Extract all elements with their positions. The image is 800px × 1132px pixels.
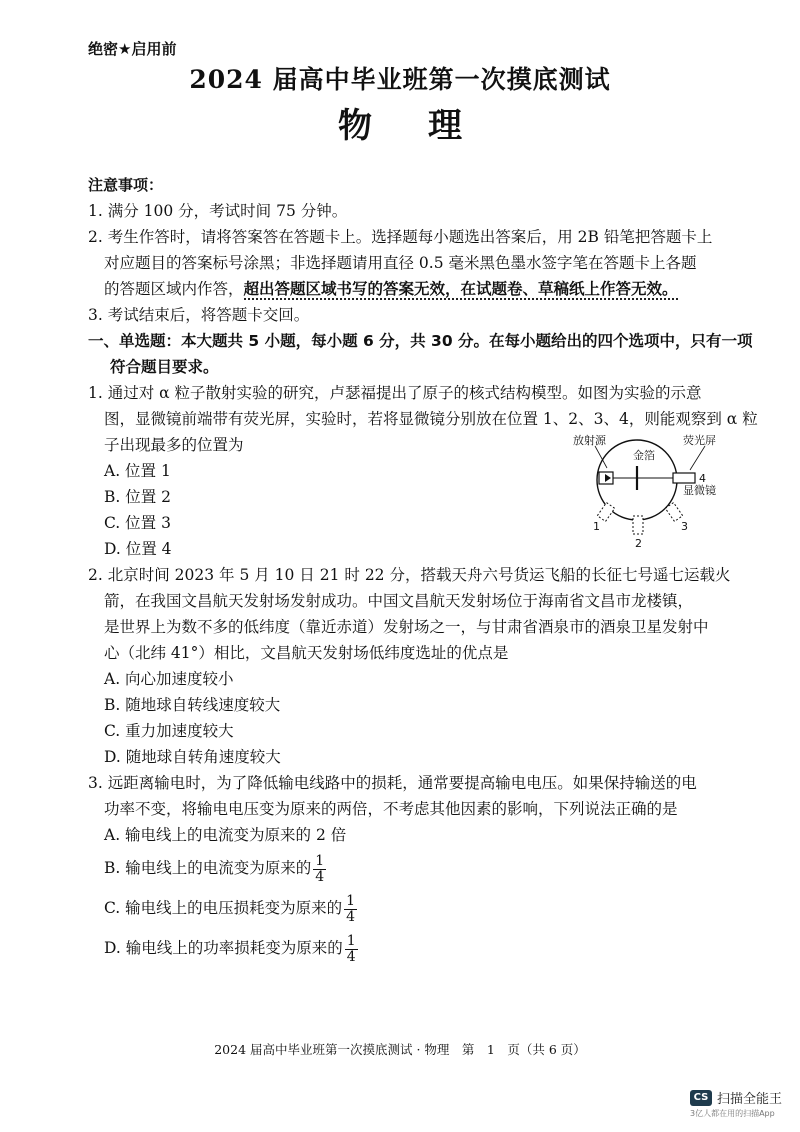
q3-option-d-fraction (345, 934, 358, 965)
q3-option-a: A. 输电线上的电流变为原来的 2 倍 (104, 826, 347, 844)
pos-4-label: 4 (699, 472, 706, 485)
section-1-line-1: 一、单选题：本大题共 5 小题，每小题 6 分，共 30 分。在每小题给出的四个选项中，只有一项 (88, 332, 753, 350)
q1-option-c: C. 位置 3 (104, 514, 171, 532)
section-1-line-2: 符合题目要求。 (110, 358, 219, 376)
notes-item-2-line-3 (88, 276, 728, 302)
q3-option-c-text: C. 输电线上的电压损耗变为原来的 (104, 899, 343, 917)
q3-option-b-text: B. 输电线上的电流变为原来的 (104, 859, 312, 877)
q1-line-3: 子出现最多的位置为 (104, 436, 244, 454)
notes-item-3: 3. 考试结束后，将答题卡交回。 (88, 306, 310, 324)
q2-option-c: C. 重力加速度较大 (104, 722, 234, 740)
q1-option-b: B. 位置 2 (104, 488, 172, 506)
fraction-denominator: 4 (315, 868, 325, 885)
scanner-app-name: 扫描全能王 (717, 1092, 783, 1107)
microscope-label: 显微镜 (683, 484, 716, 497)
subject-title: 物理 (338, 106, 518, 146)
fraction-numerator: 1 (315, 852, 325, 869)
q3-option-b (88, 848, 728, 888)
fraction-denominator: 4 (346, 948, 356, 965)
q2-line-3: 是世界上为数不多的低纬度（靠近赤道）发射场之一，与甘肃省酒泉市的酒泉卫星发射中 (104, 618, 709, 636)
q3-line-1: 3. 远距离输电时，为了降低输电线路中的损耗，通常要提高输电电压。如果保持输送的电 (88, 774, 697, 792)
fraction-denominator: 4 (346, 908, 356, 925)
q2-option-a: A. 向心加速度较小 (104, 670, 234, 688)
alpha-scattering-diagram (565, 432, 740, 557)
pos-1-label: 1 (593, 520, 600, 533)
screen-pointer (690, 446, 705, 470)
q1-option-a: A. 位置 1 (104, 462, 171, 480)
notes-item-2-line-1: 2. 考生作答时，请将答案答在答题卡上。选择题每小题选出答案后，用 2B 铅笔把答题卡上 (88, 228, 713, 246)
microscope-pos-4 (673, 473, 695, 483)
foil-label: 金箔 (633, 449, 655, 462)
source-label: 放射源 (573, 434, 606, 447)
fraction-numerator: 1 (346, 932, 356, 949)
fraction-numerator: 1 (346, 892, 356, 909)
camscanner-logo-icon: CS (690, 1090, 712, 1106)
q2-line-4: 心（北纬 41°）相比，文昌航天发射场低纬度选址的优点是 (104, 644, 509, 662)
exam-title: 2024 届高中毕业班第一次摸底测试 (189, 65, 611, 94)
screen-label: 荧光屏 (683, 434, 716, 447)
q3-option-b-fraction (313, 854, 326, 885)
q3-option-d (88, 928, 728, 968)
q3-option-c (88, 888, 728, 928)
q2-line-1: 2. 北京时间 2023 年 5 月 10 日 21 时 22 分，搭载天舟六号货运飞船的长征七号遥七运载火 (88, 566, 731, 584)
page-content (88, 172, 758, 968)
q3-line-2: 功率不变，将输电电压变为原来的两倍，不考虑其他因素的影响，下列说法正确的是 (104, 800, 678, 818)
q2-line-2: 箭，在我国文昌航天发射场发射成功。中国文昌航天发射场位于海南省文昌市龙楼镇， (104, 592, 694, 610)
notes-title: 注意事项： (88, 176, 164, 194)
notes-item-2-line-3-a: 的答题区域内作答， (104, 280, 244, 298)
q2-option-b: B. 随地球自转线速度较大 (104, 696, 281, 714)
q1-line-2: 图，显微镜前端带有荧光屏，实验时，若将显微镜分别放在位置 1、2、3、4，则能观察到 α 粒 (104, 410, 758, 428)
secret-mark: 绝密★启用前 (88, 40, 177, 58)
q1-option-d: D. 位置 4 (104, 540, 172, 558)
microscope-pos-1 (597, 503, 614, 522)
scanner-watermark (690, 1088, 782, 1107)
q3-option-c-fraction (344, 894, 357, 925)
q2-option-d: D. 随地球自转角速度较大 (104, 748, 281, 766)
scanner-tagline: 3亿人都在用的扫描App (690, 1109, 775, 1118)
notes-item-2-line-2: 对应题目的答案标号涂黑；非选择题请用直径 0.5 毫米黑色墨水签字笔在答题卡上各题 (104, 254, 697, 272)
q3-option-d-text: D. 输电线上的功率损耗变为原来的 (104, 939, 343, 957)
pos-3-label: 3 (681, 520, 688, 533)
notes-item-1: 1. 满分 100 分，考试时间 75 分钟。 (88, 202, 348, 220)
source-pointer (595, 446, 607, 468)
notes-item-2-emphasis: 超出答题区域书写的答案无效，在试题卷、草稿纸上作答无效。 (243, 280, 678, 298)
q1-line-1: 1. 通过对 α 粒子散射实验的研究，卢瑟福提出了原子的核式结构模型。如图为实验的示意 (88, 384, 702, 402)
microscope-pos-2 (633, 516, 643, 534)
page-footer: 2024 届高中毕业班第一次摸底测试 · 物理 第 1 页（共 6 页） (214, 1042, 586, 1057)
pos-2-label: 2 (635, 537, 642, 550)
